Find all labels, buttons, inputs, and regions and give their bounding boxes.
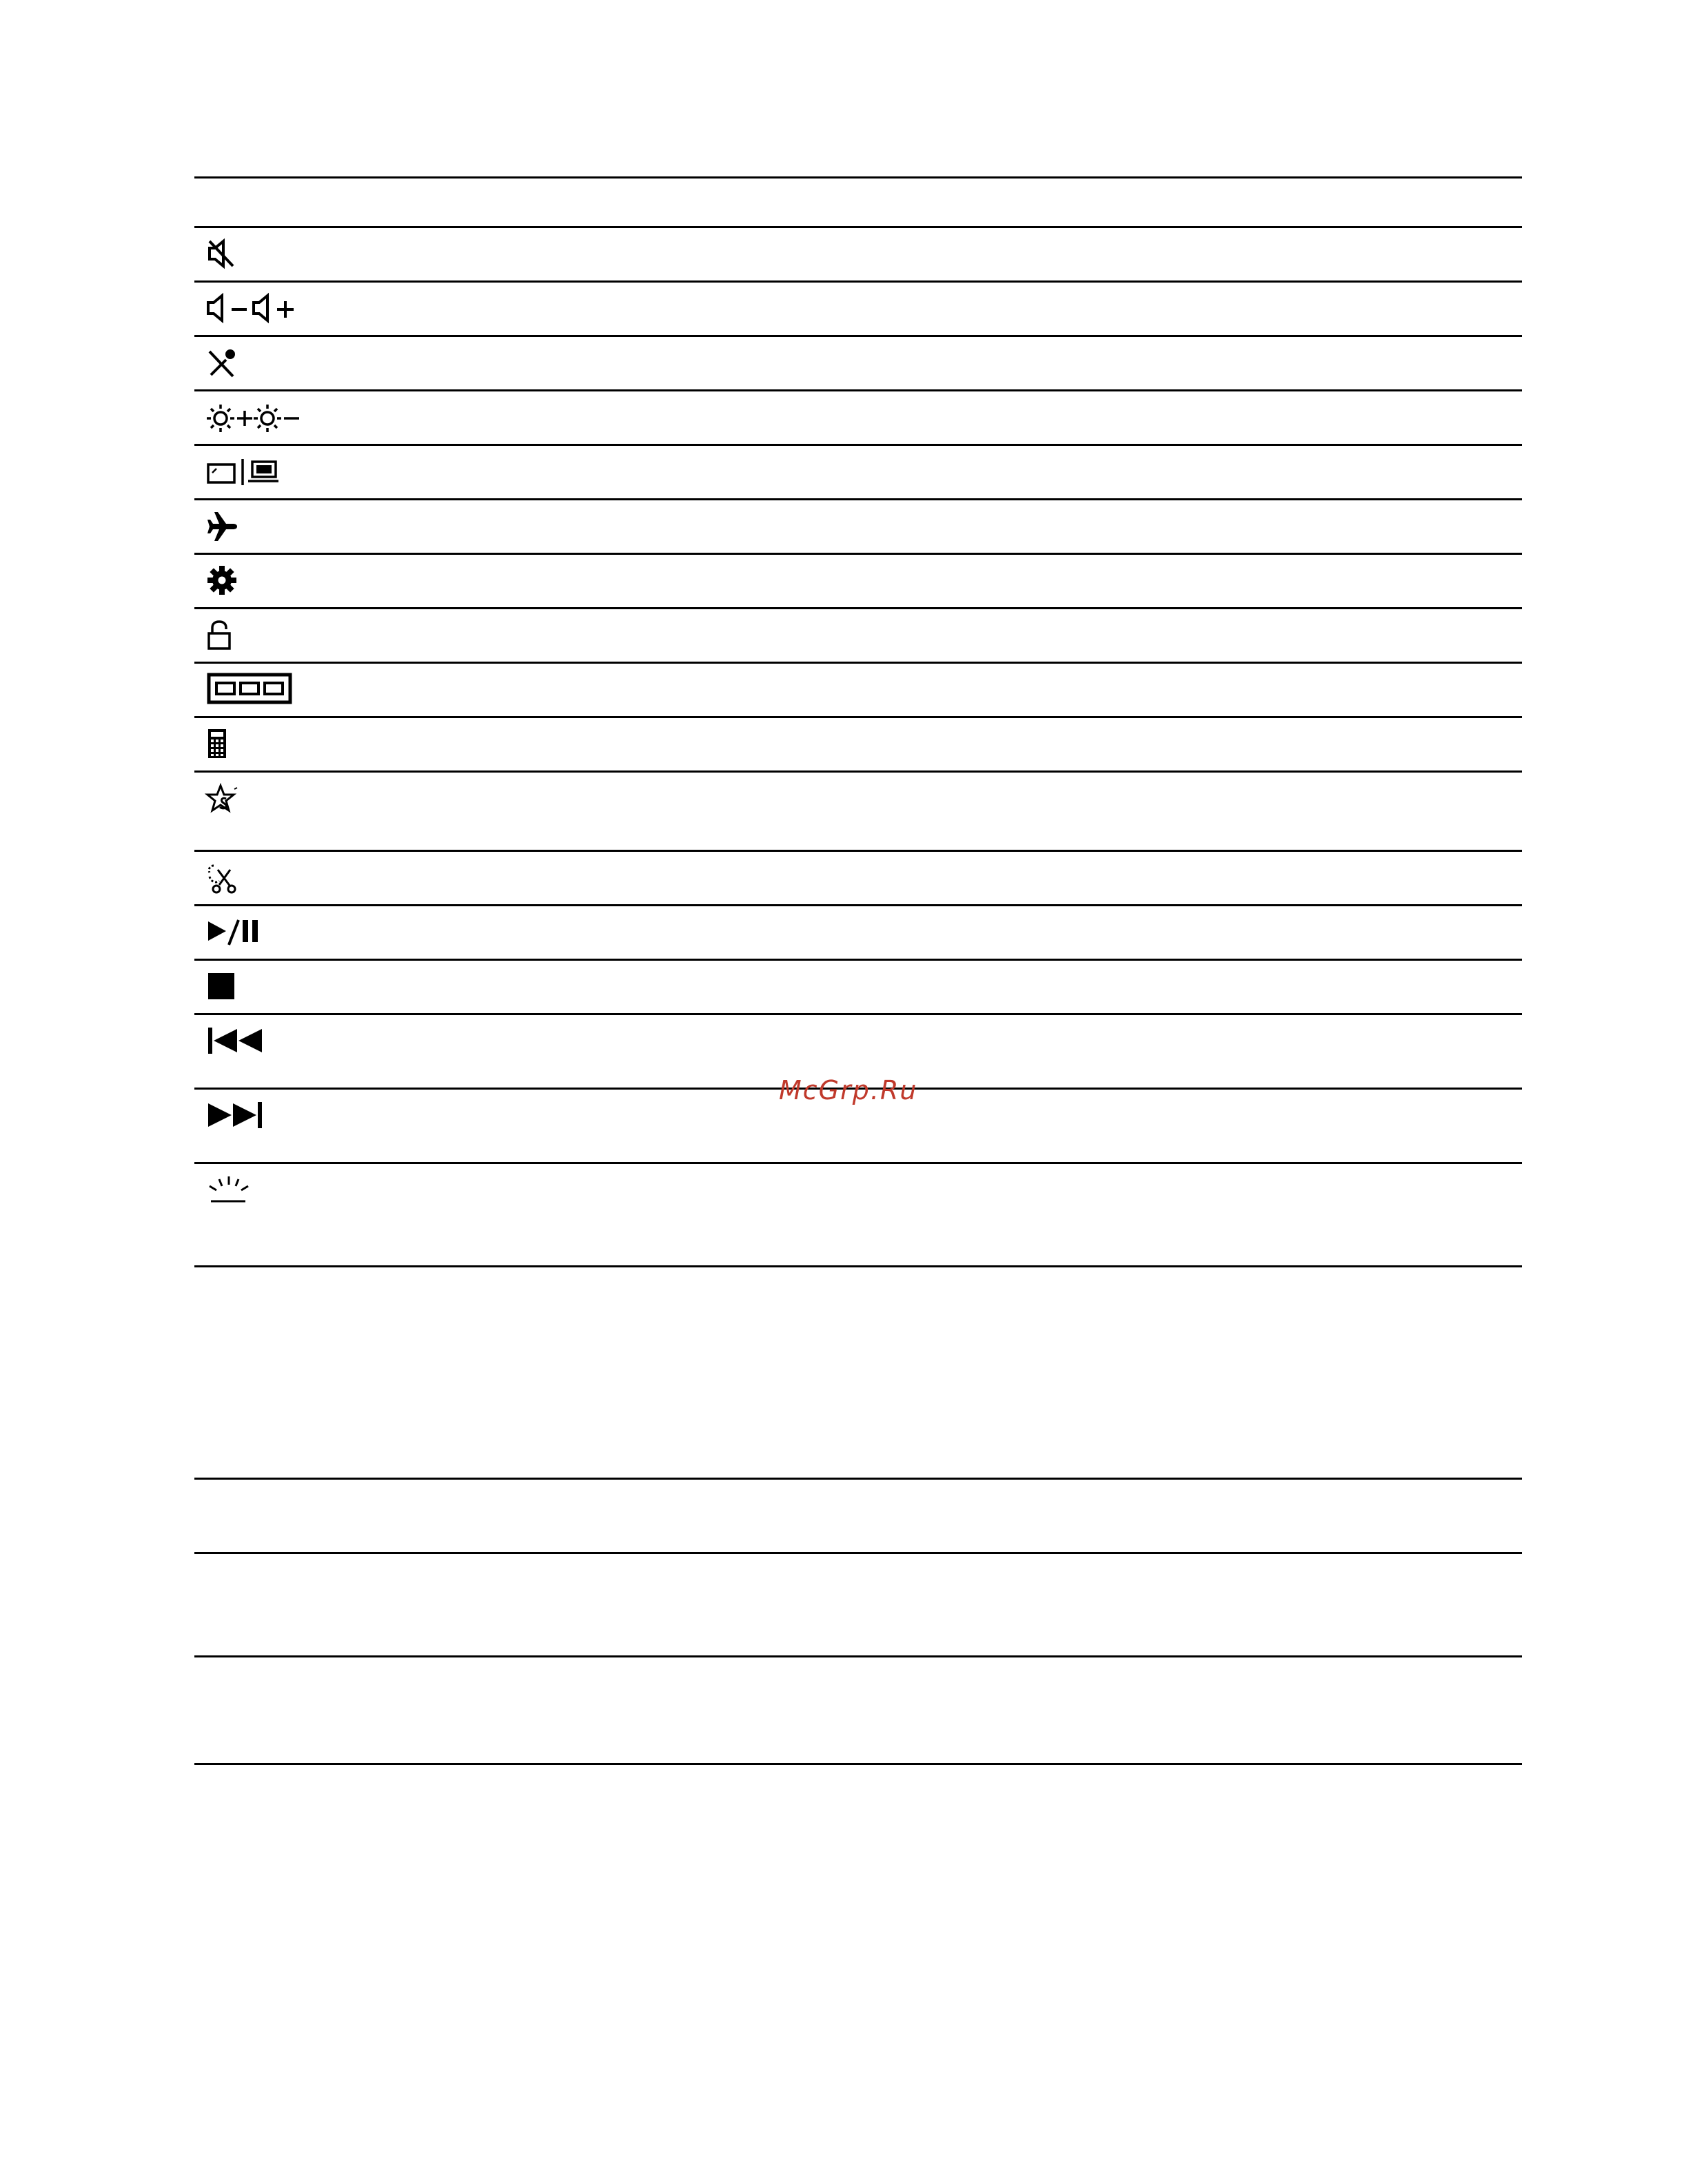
- display-mode-switch-icon: [207, 456, 280, 487]
- lock-icon: [207, 620, 232, 650]
- brightness-up-down-icon: [207, 402, 301, 433]
- table-row-divider: [194, 850, 1522, 852]
- play-pause-icon: [207, 917, 262, 948]
- table-row-divider: [194, 904, 1522, 906]
- microphone-mute-icon: [207, 347, 238, 379]
- table2-row-divider: [194, 1552, 1522, 1554]
- table-header-rule: [194, 226, 1522, 228]
- calculator-icon: [207, 728, 227, 759]
- next-track-icon: [207, 1101, 265, 1131]
- table-row-divider: [194, 389, 1522, 391]
- stop-icon: [207, 972, 237, 1002]
- table-row-divider: [194, 1162, 1522, 1164]
- airplane-mode-icon: [207, 511, 238, 542]
- favorite-star-s-icon: [207, 784, 240, 815]
- watermark-text: McGrp.Ru: [779, 1075, 918, 1105]
- table2-top-rule: [194, 1478, 1522, 1480]
- table2-bottom-rule: [194, 1763, 1522, 1765]
- table-row-divider: [194, 959, 1522, 961]
- speaker-mute-icon: [207, 238, 237, 269]
- snipping-tool-icon: [207, 863, 238, 895]
- previous-track-icon: [207, 1026, 265, 1057]
- table-row-divider: [194, 335, 1522, 337]
- table-row-divider: [194, 553, 1522, 555]
- table-row-divider: [194, 770, 1522, 773]
- table-bottom-rule: [194, 1265, 1522, 1267]
- volume-down-up-icon: [207, 293, 298, 323]
- table-row-divider: [194, 607, 1522, 609]
- settings-gear-icon: [207, 565, 237, 595]
- table-row-divider: [194, 280, 1522, 283]
- table2-row-divider: [194, 1655, 1522, 1657]
- table-row-divider: [194, 1013, 1522, 1015]
- table-row-divider: [194, 662, 1522, 664]
- task-view-icon: [207, 673, 292, 704]
- table-top-rule: [194, 176, 1522, 178]
- keyboard-backlight-icon: [207, 1175, 252, 1207]
- table-row-divider: [194, 716, 1522, 718]
- table-row-divider: [194, 444, 1522, 446]
- table-row-divider: [194, 498, 1522, 500]
